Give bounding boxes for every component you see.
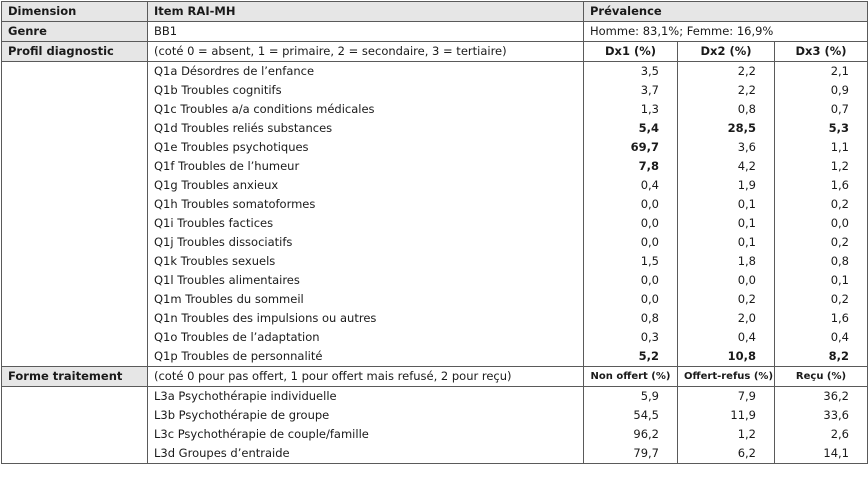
- forme-label: Forme traitement: [2, 367, 148, 387]
- profil-dx3: 0,8: [775, 252, 868, 271]
- forme-offert-refus: 7,9: [678, 387, 775, 407]
- profil-dx1: 3,7: [584, 81, 678, 100]
- genre-row: [2, 22, 868, 42]
- rai-mh-table: [1, 1, 868, 464]
- forme-offert-refus: 11,9: [678, 406, 775, 425]
- forme-offert-refus: 6,2: [678, 444, 775, 464]
- profil-dx1: 7,8: [584, 157, 678, 176]
- forme-item: L3d Groupes d’entraide: [148, 444, 584, 464]
- profil-item: Q1k Troubles sexuels: [148, 252, 584, 271]
- forme-col-non-offert: Non offert (%): [584, 367, 678, 387]
- forme-recu: 33,6: [775, 406, 868, 425]
- profil-dx3: 1,6: [775, 176, 868, 195]
- genre-value: Homme: 83,1%; Femme: 16,9%: [584, 22, 868, 42]
- forme-col-offert-refus: Offert-refus (%): [678, 367, 775, 387]
- profil-dx2: 0,1: [678, 214, 775, 233]
- profil-item: Q1m Troubles du sommeil: [148, 290, 584, 309]
- profil-dx1: 1,5: [584, 252, 678, 271]
- profil-dx3: 1,6: [775, 309, 868, 328]
- profil-dx1: 3,5: [584, 62, 678, 82]
- forme-row: [2, 387, 868, 407]
- forme-item: L3c Psychothérapie de couple/famille: [148, 425, 584, 444]
- forme-offert-refus: 1,2: [678, 425, 775, 444]
- profil-header-row: [2, 42, 868, 62]
- profil-dx2: 3,6: [678, 138, 775, 157]
- forme-item: L3a Psychothérapie individuelle: [148, 387, 584, 407]
- profil-dx2: 0,1: [678, 233, 775, 252]
- profil-item: Q1d Troubles reliés substances: [148, 119, 584, 138]
- profil-dx1: 0,0: [584, 214, 678, 233]
- genre-item: BB1: [148, 22, 584, 42]
- profil-dx2: 1,8: [678, 252, 775, 271]
- profil-dx2: 0,1: [678, 195, 775, 214]
- profil-dx3: 0,9: [775, 81, 868, 100]
- header-row: [2, 2, 868, 22]
- profil-item: Q1i Troubles factices: [148, 214, 584, 233]
- profil-dx2: 2,2: [678, 62, 775, 82]
- profil-dx2: 4,2: [678, 157, 775, 176]
- profil-item: Q1l Troubles alimentaires: [148, 271, 584, 290]
- profil-dx3: 1,2: [775, 157, 868, 176]
- forme-recu: 14,1: [775, 444, 868, 464]
- profil-dx1: 0,8: [584, 309, 678, 328]
- forme-item: L3b Psychothérapie de groupe: [148, 406, 584, 425]
- header-item: Item RAI-MH: [148, 2, 584, 22]
- profil-dx1: 0,0: [584, 195, 678, 214]
- profil-item: Q1c Troubles a/a conditions médicales: [148, 100, 584, 119]
- forme-note: (coté 0 pour pas offert, 1 pour offert mais refusé, 2 pour reçu): [148, 367, 584, 387]
- forme-non-offert: 54,5: [584, 406, 678, 425]
- profil-item: Q1b Troubles cognitifs: [148, 81, 584, 100]
- profil-item: Q1e Troubles psychotiques: [148, 138, 584, 157]
- profil-dx2: 2,2: [678, 81, 775, 100]
- profil-item: Q1p Troubles de personnalité: [148, 347, 584, 367]
- header-prevalence: Prévalence: [584, 2, 868, 22]
- forme-non-offert: 5,9: [584, 387, 678, 407]
- profil-item: Q1j Troubles dissociatifs: [148, 233, 584, 252]
- profil-dx3: 8,2: [775, 347, 868, 367]
- forme-empty-cell: [2, 387, 148, 464]
- profil-dx3: 0,2: [775, 233, 868, 252]
- profil-dx2: 0,0: [678, 271, 775, 290]
- profil-dx3: 1,1: [775, 138, 868, 157]
- profil-col-dx2: Dx2 (%): [678, 42, 775, 62]
- forme-recu: 2,6: [775, 425, 868, 444]
- profil-row: [2, 62, 868, 82]
- forme-header-row: [2, 367, 868, 387]
- profil-dx1: 5,2: [584, 347, 678, 367]
- profil-dx1: 0,0: [584, 271, 678, 290]
- profil-dx1: 0,4: [584, 176, 678, 195]
- profil-dx2: 2,0: [678, 309, 775, 328]
- profil-dx1: 5,4: [584, 119, 678, 138]
- profil-dx1: 1,3: [584, 100, 678, 119]
- profil-item: Q1h Troubles somatoformes: [148, 195, 584, 214]
- profil-dx3: 0,2: [775, 195, 868, 214]
- profil-dx3: 2,1: [775, 62, 868, 82]
- profil-item: Q1o Troubles de l’adaptation: [148, 328, 584, 347]
- profil-dx1: 0,0: [584, 233, 678, 252]
- profil-dx3: 0,4: [775, 328, 868, 347]
- header-dimension: Dimension: [2, 2, 148, 22]
- profil-dx3: 0,0: [775, 214, 868, 233]
- profil-empty-cell: [2, 62, 148, 367]
- forme-non-offert: 96,2: [584, 425, 678, 444]
- profil-dx3: 0,7: [775, 100, 868, 119]
- profil-col-dx1: Dx1 (%): [584, 42, 678, 62]
- profil-dx2: 0,8: [678, 100, 775, 119]
- profil-dx2: 0,2: [678, 290, 775, 309]
- profil-dx1: 69,7: [584, 138, 678, 157]
- profil-item: Q1a Désordres de l’enfance: [148, 62, 584, 82]
- profil-dx3: 0,1: [775, 271, 868, 290]
- profil-dx3: 5,3: [775, 119, 868, 138]
- genre-label: Genre: [2, 22, 148, 42]
- profil-dx2: 0,4: [678, 328, 775, 347]
- profil-dx2: 10,8: [678, 347, 775, 367]
- profil-item: Q1f Troubles de l’humeur: [148, 157, 584, 176]
- profil-dx3: 0,2: [775, 290, 868, 309]
- profil-item: Q1n Troubles des impulsions ou autres: [148, 309, 584, 328]
- profil-col-dx3: Dx3 (%): [775, 42, 868, 62]
- forme-recu: 36,2: [775, 387, 868, 407]
- profil-label: Profil diagnostic: [2, 42, 148, 62]
- profil-dx2: 28,5: [678, 119, 775, 138]
- profil-note: (coté 0 = absent, 1 = primaire, 2 = secondaire, 3 = tertiaire): [148, 42, 584, 62]
- forme-col-recu: Reçu (%): [775, 367, 868, 387]
- profil-item: Q1g Troubles anxieux: [148, 176, 584, 195]
- profil-dx1: 0,0: [584, 290, 678, 309]
- profil-dx1: 0,3: [584, 328, 678, 347]
- forme-non-offert: 79,7: [584, 444, 678, 464]
- profil-dx2: 1,9: [678, 176, 775, 195]
